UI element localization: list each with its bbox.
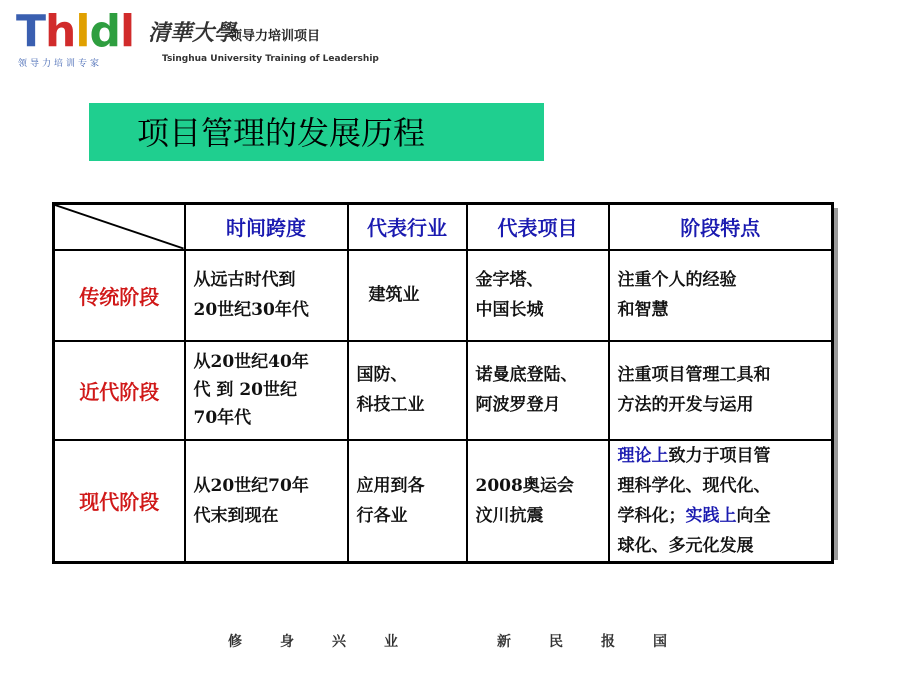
table-row [54,440,833,563]
time-span-cell: 从20世纪40年 代 到 20世纪 70年代 [185,341,348,440]
table-row [54,250,833,341]
logo-subtitle: 领导力培训专家 [18,59,103,69]
projects-cell: 2008奥运会 汶川抗震 [467,440,609,563]
diagonal-corner-cell [54,204,185,250]
header-projects: 代表项目 [467,204,609,250]
title-bar [89,103,544,161]
industry-cell: 应用到各 行各业 [348,440,467,563]
page-title: 项目管理的发展历程 [137,114,426,152]
theory-text: 致力于项目管 理科学化、现代化、 学科化； [617,445,771,526]
practice-highlight: 实践上 [685,505,737,526]
program-name-cn: 领导力培训项目 [229,29,321,44]
stage-label: 现代阶段 [54,440,185,563]
university-calligraphy: 清華大學 [148,20,237,46]
header-industry: 代表行业 [348,204,467,250]
stage-label: 传统阶段 [54,250,185,341]
time-span-cell: 从远古时代到 20世纪30年代 [185,250,348,341]
projects-cell: 金字塔、 中国长城 [467,250,609,341]
diagonal-line [55,205,184,249]
header-time-span: 时间跨度 [185,204,348,250]
stage-label: 近代阶段 [54,341,185,440]
table-row [54,341,833,440]
features-cell: 注重项目管理工具和 方法的开发与运用 [609,341,833,440]
header-features: 阶段特点 [609,204,833,250]
features-cell: 注重个人的经验 和智慧 [609,250,833,341]
table-header-row [54,204,833,250]
history-table [52,202,834,564]
features-cell [609,440,833,563]
logo-wordmark: Thldl [16,6,135,57]
industry-cell: 国防、 科技工业 [348,341,467,440]
time-span-cell: 从20世纪70年 代末到现在 [185,440,348,563]
projects-cell: 诺曼底登陆、 阿波罗登月 [467,341,609,440]
practice-text: 向全 球化、多元化发展 [617,505,771,556]
program-name-en: Tsinghua University Training of Leadership [162,54,379,64]
footer-motto-left: 修身兴业 [228,634,436,650]
industry-cell: 建筑业 [348,250,467,341]
footer-motto-right: 新民报国 [497,634,705,650]
theory-highlight: 理论上 [617,445,669,466]
